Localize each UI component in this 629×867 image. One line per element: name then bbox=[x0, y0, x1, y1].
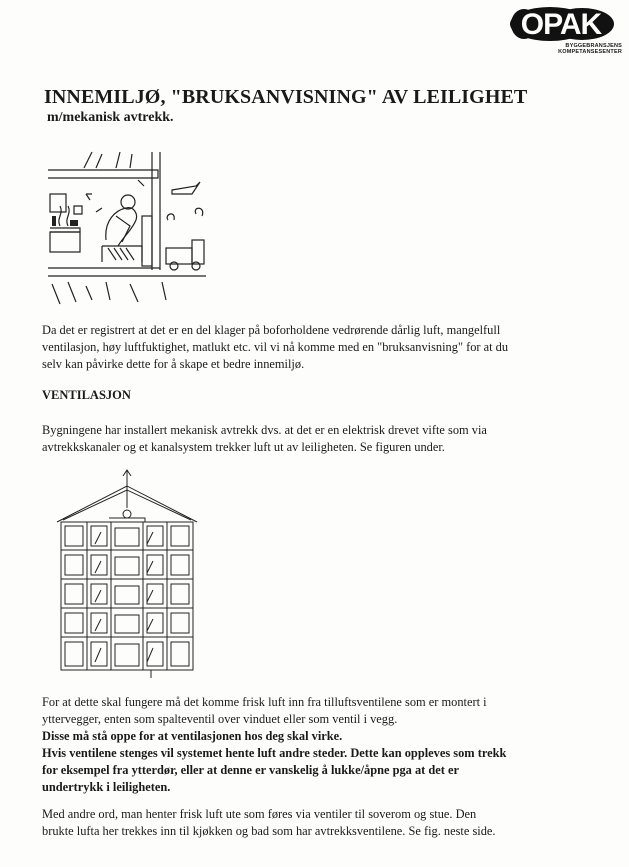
intro-paragraph bbox=[42, 322, 602, 373]
intro-line: selv kan påvirke dette for å skape et bedre innemiljø. bbox=[42, 357, 305, 371]
fresh-air-paragraph bbox=[42, 694, 602, 796]
ventilation-line: avtrekkskanaler og et kanalsystem trekker luft ut av leiligheten. Se figuren under. bbox=[42, 440, 445, 454]
section-heading-ventilasjon: VENTILASJON bbox=[42, 388, 131, 402]
opak-logo-mark bbox=[506, 6, 616, 42]
fresh-air-line: yttervegger, enten som spalteventil over vinduet eller som ventil i vegg. bbox=[42, 712, 398, 726]
fresh-air-line: For at dette skal fungere må det komme frisk luft inn fra tilluftsventilene som er montert i bbox=[42, 695, 487, 709]
opak-logo bbox=[500, 6, 622, 56]
bold-instruction-line: for eksempel fra ytterdør, eller at denne er vanskelig å lukke/åpne pga at det er bbox=[42, 763, 459, 777]
bold-instruction-line: undertrykk i leiligheten. bbox=[42, 780, 171, 794]
bold-instruction-line: Hvis ventilene stenges vil systemet hente luft andre steder. Dette kan oppleves som trekk bbox=[42, 746, 507, 760]
intro-line: Da det er registrert at det er en del klager på boforholdene vedrørende dårlig luft, mangelfull bbox=[42, 323, 501, 337]
logo-subtitle: BYGGEBRANSJENS KOMPETANSESENTER bbox=[558, 43, 622, 55]
logo-text: OPAK bbox=[520, 8, 602, 41]
building-ventilation-figure bbox=[55, 468, 200, 680]
ventilation-paragraph bbox=[42, 422, 602, 456]
closing-line: brukte lufta her trekkes inn til kjøkken og bad som har avtrekksventilene. Se fig. neste side. bbox=[42, 824, 496, 838]
bold-instruction-line: Disse må stå oppe for at ventilasjonen hos deg skal virke. bbox=[42, 729, 343, 743]
intro-line: ventilasjon, høy luftfuktighet, matlukt etc. vil vi nå komme med en "bruksanvisning" for at du bbox=[42, 340, 509, 354]
closing-line: Med andre ord, man henter frisk luft ute som føres via ventiler til soverom og stue. Den bbox=[42, 807, 477, 821]
page-subtitle: m/mekanisk avtrekk. bbox=[47, 110, 174, 125]
ventilation-line: Bygningene har installert mekanisk avtrekk dvs. at det er en elektrisk drevet vifte som via bbox=[42, 423, 487, 437]
closing-paragraph bbox=[42, 806, 602, 840]
apartment-interior-illustration bbox=[46, 150, 210, 308]
page-title: INNEMILJØ, "BRUKSANVISNING" AV LEILIGHET bbox=[44, 86, 528, 108]
